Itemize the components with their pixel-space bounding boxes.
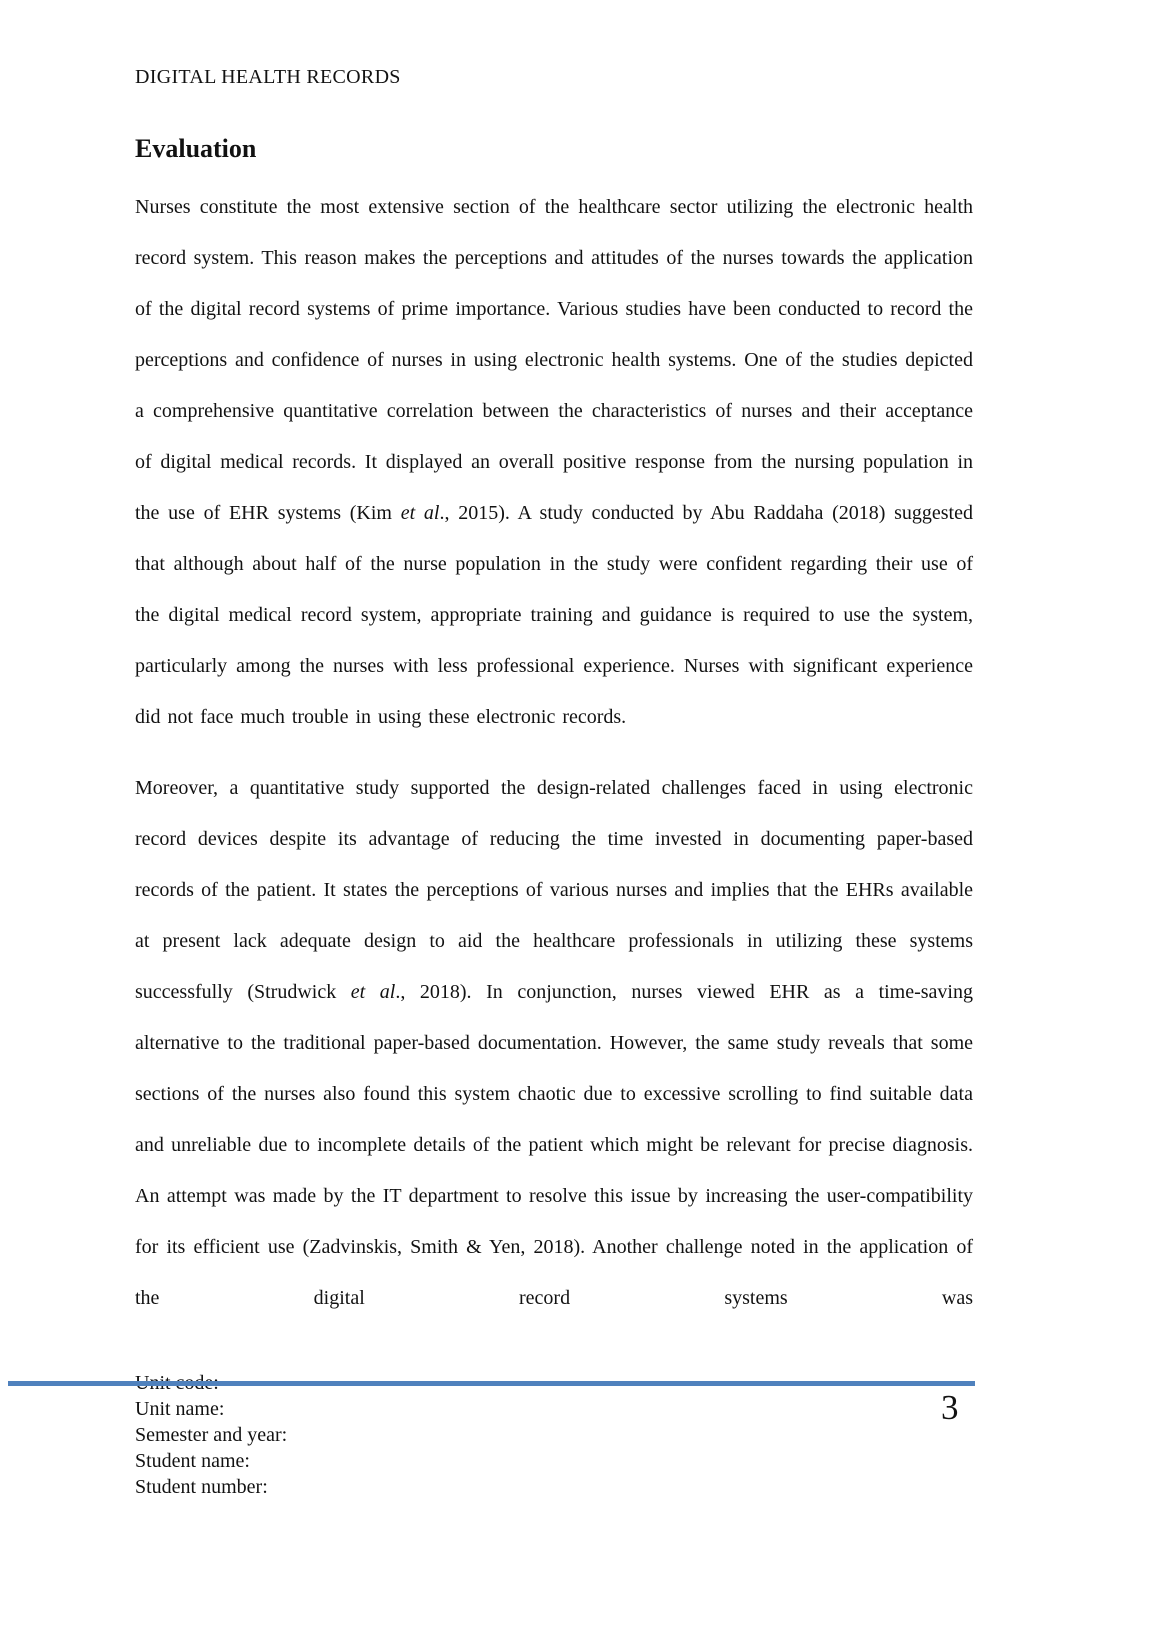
text-run: Nurses constitute the most extensive section of the healthcare sector utilizing the electronic health record system. This reason makes the perceptions and attitudes of the nurses towards the application of the digital record systems of prime importance. Various studies have been conducted to record the perceptions and confidence of nurses in using electronic health systems. One of the studies depicted a comprehensive quantitative correlation between the characteristics of nurses and their acceptance of digital medical records. It displayed an overall positive response from the nursing population in the use of EHR systems (Kim [135, 196, 973, 524]
citation-italic: et al [350, 981, 396, 1003]
footer-field: Unit name: [135, 1398, 225, 1420]
footer-field: Student name: [135, 1450, 250, 1472]
running-head: DIGITAL HEALTH RECORDS [135, 66, 401, 88]
document-body [135, 182, 973, 1324]
footer-rule [8, 1381, 975, 1386]
text-run: Moreover, a quantitative study supported the design-related challenges faced in using electronic record devices despite its advantage of reducing the time invested in documenting paper-based records of the patient. It states the perceptions of various nurses and implies that the EHRs available at present lack adequate design to aid the healthcare professionals in utilizing these systems successfully (Strudwick [135, 777, 973, 1003]
footer-fields [135, 1370, 287, 1500]
citation-italic: et al [400, 502, 440, 524]
paragraph-1 [135, 182, 973, 743]
footer-field: Semester and year: [135, 1424, 288, 1446]
text-run: ., 2015). A study conducted by Abu Raddaha (2018) suggested that although about half of the nurse population in the study were confident regarding their use of the digital medical record system, appropriate training and guidance is required to use the system, particularly among the nurses with less professional experience. Nurses with significant experience did not face much trouble in using these electronic records. [135, 502, 973, 728]
section-heading: Evaluation [135, 134, 257, 163]
footer-field: Student number: [135, 1476, 268, 1498]
page-number: 3 [941, 1388, 959, 1427]
paragraph-2 [135, 763, 973, 1324]
text-run: ., 2018). In conjunction, nurses viewed EHR as a time-saving alternative to the traditional paper-based documentation. However, the same study reveals that some sections of the nurses also found this system chaotic due to excessive scrolling to find suitable data and unreliable due to incomplete details of the patient which might be relevant for precise diagnosis. An attempt was made by the IT department to resolve this issue by increasing the user-compatibility for its efficient use (Zadvinskis, Smith & Yen, 2018). Another challenge noted in the application of the digital record systems was [135, 981, 973, 1309]
document-content [135, 134, 973, 1344]
